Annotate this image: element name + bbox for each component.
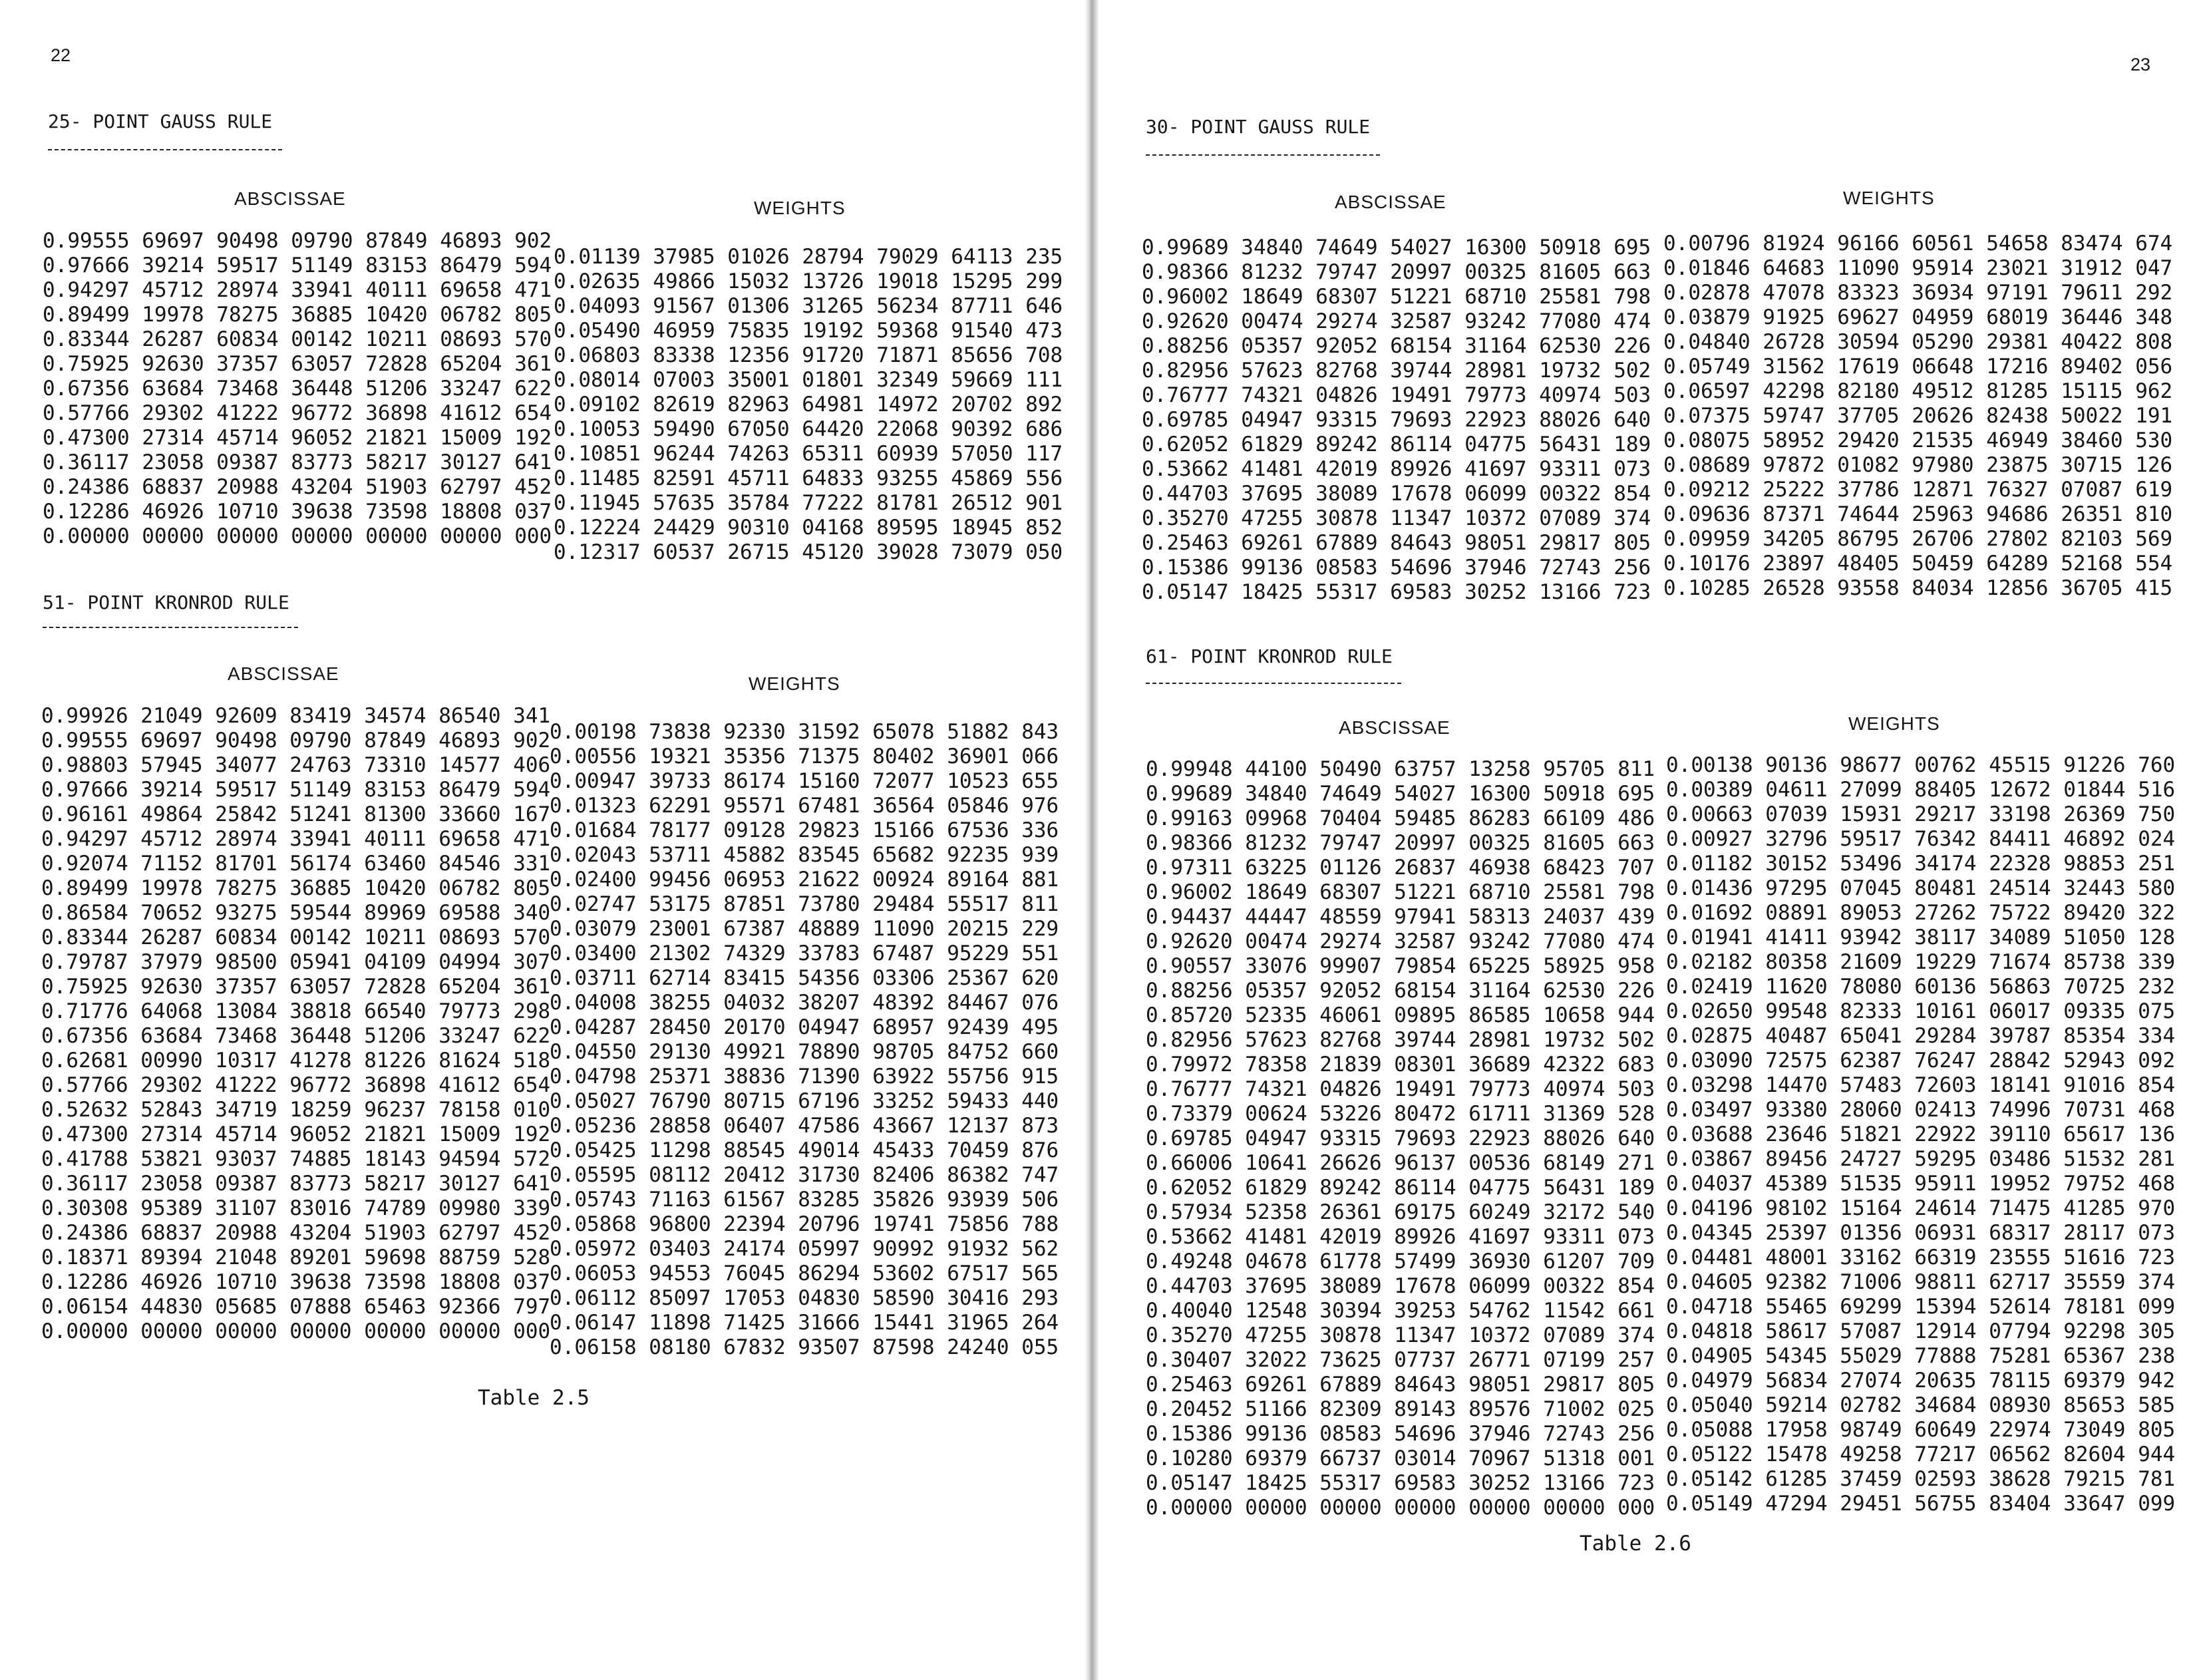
weight-value: 0.03711 62714 83415 54356 03306 25367 620 [550,966,1059,990]
abscissa-value: 0.49248 04678 61778 57499 36930 61207 709 [1146,1250,1655,1273]
abscissa-value: 0.92620 00474 29274 32587 93242 77080 474 [1146,929,1655,953]
weight-value: 0.05088 17958 98749 60649 22974 73049 805 [1666,1418,2176,1442]
weight-value: 0.05868 96800 22394 20796 19741 75856 788 [550,1212,1059,1236]
abscissa-value: 0.86584 70652 93275 59544 89969 69588 340 [41,901,551,925]
abscissa-value: 0.76777 74321 04826 19491 79773 40974 503 [1146,1077,1655,1101]
weight-value: 0.02878 47078 83323 36934 97191 79611 292 [1663,281,2173,305]
weight-value: 0.04979 56834 27074 20635 78115 69379 942 [1666,1369,2176,1393]
weight-value: 0.12317 60537 26715 45120 39028 73079 050 [554,540,1063,564]
abscissa-value: 0.35270 47255 30878 11347 10372 07089 374 [1146,1323,1655,1347]
weight-value: 0.00796 81924 96166 60561 54658 83474 674 [1663,232,2173,255]
weights-column [1663,232,2172,601]
weight-value: 0.02043 53711 45882 83545 65682 92235 939 [550,843,1059,867]
abscissa-value: 0.97311 63225 01126 26837 46938 68423 707 [1146,856,1655,880]
abscissa-value: 0.00000 00000 00000 00000 00000 00000 000 [1146,1496,1655,1520]
weight-value: 0.06597 42298 82180 49512 81285 15115 962 [1663,379,2173,403]
abscissa-value: 0.35270 47255 30878 11347 10372 07089 374 [1142,506,1651,530]
weights-column [554,245,1063,565]
abscissa-value: 0.71776 64068 13084 38818 66540 79773 298 [41,999,551,1023]
abscissa-value: 0.36117 23058 09387 83773 58217 30127 641 [43,450,552,474]
abscissa-value: 0.05147 18425 55317 69583 30252 13166 723 [1142,580,1651,604]
abscissa-value: 0.96161 49864 25842 51241 81300 33660 167 [41,802,551,826]
weight-value: 0.05425 11298 88545 49014 45433 70459 876 [550,1138,1059,1162]
abscissa-value: 0.99689 34840 74649 54027 16300 50918 695 [1142,236,1651,259]
weight-value: 0.04840 26728 30594 05290 29381 40422 808 [1663,330,2173,354]
weight-value: 0.06803 83338 12356 91720 71871 85656 708 [554,343,1063,367]
abscissa-value: 0.92074 71152 81701 56174 63460 84546 331 [41,852,551,876]
abscissae-column [43,229,552,549]
section-title: 51- POINT KRONROD RULE [43,591,289,613]
weight-value: 0.00927 32796 59517 76342 84411 46892 024 [1666,827,2176,851]
weight-value: 0.04196 98102 15164 24614 71475 41285 970 [1666,1196,2176,1220]
abscissa-value: 0.88256 05357 92052 68154 31164 62530 226 [1146,979,1655,1003]
weight-value: 0.09102 82619 82963 64981 14972 20702 892 [554,393,1063,417]
abscissa-value: 0.62052 61829 89242 86114 04775 56431 189 [1146,1176,1655,1200]
abscissa-value: 0.41788 53821 93037 74885 18143 94594 572 [41,1147,551,1171]
abscissa-value: 0.99689 34840 74649 54027 16300 50918 695 [1146,782,1655,806]
abscissa-value: 0.40040 12548 30394 39253 54762 11542 661 [1146,1299,1655,1323]
abscissae-header: ABSCISSAE [228,663,339,684]
abscissa-value: 0.24386 68837 20988 43204 51903 62797 452 [43,475,552,499]
weight-value: 0.02400 99456 06953 21622 00924 89164 881 [550,868,1059,892]
abscissa-value: 0.44703 37695 38089 17678 06099 00322 854 [1142,482,1651,506]
weight-value: 0.00663 07039 15931 29217 33198 26369 750 [1666,802,2176,826]
table-caption: Table 2.6 [1580,1532,1691,1556]
weights-header: WEIGHTS [749,673,840,694]
weight-value: 0.04093 91567 01306 31265 56234 87711 646 [554,294,1063,318]
abscissa-value: 0.69785 04947 93315 79693 22923 88026 640 [1142,408,1651,432]
weight-value: 0.05743 71163 61567 83285 35826 93939 506 [550,1188,1059,1212]
abscissa-value: 0.97666 39214 59517 51149 83153 86479 594 [41,778,551,802]
weight-value: 0.04481 48001 33162 66319 23555 51616 723 [1666,1246,2176,1269]
abscissa-value: 0.15386 99136 08583 54696 37946 72743 256 [1146,1422,1655,1446]
weight-value: 0.01692 08891 89053 27262 75722 89420 322 [1666,901,2176,925]
weight-value: 0.04605 92382 71006 98811 62717 35559 374 [1666,1270,2176,1294]
weight-value: 0.05490 46959 75835 19192 59368 91540 473 [554,319,1063,343]
abscissa-value: 0.15386 99136 08583 54696 37946 72743 256 [1142,556,1651,580]
weight-value: 0.05972 03403 24174 05997 90992 91932 562 [550,1237,1059,1261]
abscissa-value: 0.36117 23058 09387 83773 58217 30127 641 [41,1172,551,1196]
abscissa-value: 0.99948 44100 50490 63757 13258 95705 811 [1146,757,1655,781]
section-title: 30- POINT GAUSS RULE [1146,116,1371,138]
abscissa-value: 0.75925 92630 37357 63057 72828 65204 361 [43,352,552,376]
abscissa-value: 0.06154 44830 05685 07888 65463 92366 797 [41,1295,551,1319]
abscissa-value: 0.57766 29302 41222 96772 36898 41612 654 [43,401,552,425]
left-page [0,0,1085,1680]
title-underline [48,149,282,150]
weight-value: 0.00556 19321 35356 71375 80402 36901 066 [550,745,1059,768]
abscissa-value: 0.25463 69261 67889 84643 98051 29817 805 [1142,531,1651,555]
weight-value: 0.00947 39733 86174 15160 72077 10523 655 [550,769,1059,793]
abscissa-value: 0.73379 00624 53226 80472 61711 31369 528 [1146,1102,1655,1126]
weight-value: 0.03867 89456 24727 59295 03486 51532 281 [1666,1147,2176,1171]
abscissa-value: 0.85720 52335 46061 09895 86585 10658 944 [1146,1003,1655,1027]
weight-value: 0.04008 38255 04032 38207 48392 84467 076 [550,991,1059,1015]
weight-value: 0.05027 76790 80715 67196 33252 59433 440 [550,1089,1059,1113]
weights-header: WEIGHTS [1843,188,1935,208]
abscissa-value: 0.57934 52358 26361 69175 60249 32172 540 [1146,1200,1655,1224]
weight-value: 0.04037 45389 51535 95911 19952 79752 468 [1666,1172,2176,1196]
weight-value: 0.04550 29130 49921 78890 98705 84752 660 [550,1040,1059,1064]
abscissa-value: 0.96002 18649 68307 51221 68710 25581 798 [1142,285,1651,309]
abscissa-value: 0.99926 21049 92609 83419 34574 86540 341 [41,704,551,728]
weight-value: 0.06147 11898 71425 31666 15441 31965 264 [550,1311,1059,1335]
abscissa-value: 0.12286 46926 10710 39638 73598 18808 037 [43,500,552,524]
title-underline [1146,154,1380,156]
abscissa-value: 0.24386 68837 20988 43204 51903 62797 452 [41,1221,551,1245]
weight-value: 0.02182 80358 21609 19229 71674 85738 339 [1666,950,2176,974]
weight-value: 0.01323 62291 95571 67481 36564 05846 976 [550,794,1059,818]
right-page [1091,0,2193,1680]
weight-value: 0.04818 58617 57087 12914 07794 92298 305 [1666,1319,2176,1343]
abscissa-value: 0.76777 74321 04826 19491 79773 40974 503 [1142,383,1651,407]
weight-value: 0.10851 96244 74263 65311 60939 57050 117 [554,442,1063,466]
weight-value: 0.04798 25371 38836 71390 63922 55756 915 [550,1065,1059,1089]
abscissa-value: 0.89499 19978 78275 36885 10420 06782 805 [43,303,552,327]
weight-value: 0.02419 11620 78080 60136 56863 70725 232 [1666,975,2176,999]
weight-value: 0.00198 73838 92330 31592 65078 51882 843 [550,720,1059,744]
abscissa-value: 0.47300 27314 45714 96052 21821 15009 192 [43,426,552,450]
weight-value: 0.05236 28858 06407 47586 43667 12137 873 [550,1114,1059,1138]
abscissa-value: 0.94297 45712 28974 33941 40111 69658 471 [43,278,552,302]
abscissa-value: 0.44703 37695 38089 17678 06099 00322 854 [1146,1274,1655,1298]
weight-value: 0.10285 26528 93558 84034 12856 36705 415 [1663,576,2173,600]
weight-value: 0.07375 59747 37705 20626 82438 50022 191 [1663,404,2173,428]
abscissa-value: 0.83344 26287 60834 00142 10211 08693 570 [43,327,552,351]
abscissae-header: ABSCISSAE [1339,717,1450,738]
abscissa-value: 0.62681 00990 10317 41278 81226 81624 518 [41,1049,551,1073]
weight-value: 0.06053 94553 76045 86294 53602 67517 565 [550,1261,1059,1285]
section-title: 61- POINT KRONROD RULE [1146,645,1393,667]
abscissa-value: 0.00000 00000 00000 00000 00000 00000 000 [41,1319,551,1343]
weight-value: 0.02747 53175 87851 73780 29484 55517 811 [550,892,1059,916]
abscissa-value: 0.67356 63684 73468 36448 51206 33247 622 [43,377,552,401]
weight-value: 0.09636 87371 74644 25963 94686 26351 810 [1663,502,2173,526]
weight-value: 0.04345 25397 01356 06931 68317 28117 073 [1666,1221,2176,1245]
weight-value: 0.04718 55465 69299 15394 52614 78181 099 [1666,1295,2176,1319]
abscissa-value: 0.18371 89394 21048 89201 59698 88759 528 [41,1246,551,1269]
weight-value: 0.03079 23001 67387 48889 11090 20215 229 [550,917,1059,941]
weight-value: 0.02650 99548 82333 10161 06017 09335 075 [1666,999,2176,1023]
abscissa-value: 0.69785 04947 93315 79693 22923 88026 640 [1146,1126,1655,1150]
weight-value: 0.01941 41411 93942 38117 34089 51050 128 [1666,925,2176,949]
table-caption: Table 2.5 [478,1386,590,1410]
abscissa-value: 0.47300 27314 45714 96052 21821 15009 192 [41,1122,551,1146]
weight-value: 0.05595 08112 20412 31730 82406 86382 747 [550,1163,1059,1187]
weight-value: 0.09959 34205 86795 26706 27802 82103 569 [1663,527,2173,551]
page-number: 22 [51,45,71,65]
weight-value: 0.03090 72575 62387 76247 28842 52943 092 [1666,1049,2176,1073]
weight-value: 0.06158 08180 67832 93507 87598 24240 055 [550,1335,1059,1359]
abscissa-value: 0.98366 81232 79747 20997 00325 81605 663 [1142,260,1651,284]
abscissa-value: 0.52632 52843 34719 18259 96237 78158 010 [41,1098,551,1122]
abscissa-value: 0.75925 92630 37357 63057 72828 65204 361 [41,975,551,999]
weight-value: 0.04287 28450 20170 04947 68957 92439 495 [550,1015,1059,1039]
abscissa-value: 0.79787 37979 98500 05941 04109 04994 307 [41,950,551,974]
abscissae-header: ABSCISSAE [234,188,346,209]
abscissae-column [1146,757,1655,1520]
abscissa-value: 0.82956 57623 82768 39744 28981 19732 502 [1142,359,1651,383]
abscissa-value: 0.83344 26287 60834 00142 10211 08693 570 [41,925,551,949]
abscissa-value: 0.90557 33076 99907 79854 65225 58925 958 [1146,954,1655,978]
abscissa-value: 0.98803 57945 34077 24763 73310 14577 406 [41,753,551,777]
abscissa-value: 0.99163 09968 70404 59485 86283 66109 486 [1146,806,1655,830]
weight-value: 0.08075 58952 29420 21535 46949 38460 530 [1663,428,2173,452]
abscissa-value: 0.79972 78358 21839 08301 36689 42322 683 [1146,1053,1655,1077]
abscissa-value: 0.25463 69261 67889 84643 98051 29817 805 [1146,1373,1655,1397]
page-number: 23 [2130,55,2151,75]
weight-value: 0.01846 64683 11090 95914 23021 31912 047 [1663,256,2173,280]
abscissa-value: 0.12286 46926 10710 39638 73598 18808 037 [41,1270,551,1294]
weight-value: 0.02635 49866 15032 13726 19018 15295 299 [554,269,1063,293]
weight-value: 0.01139 37985 01026 28794 79029 64113 235 [554,245,1063,269]
weight-value: 0.05149 47294 29451 56755 83404 33647 099 [1666,1492,2176,1516]
abscissa-value: 0.94297 45712 28974 33941 40111 69658 471 [41,827,551,851]
weight-value: 0.03400 21302 74329 33783 67487 95229 551 [550,941,1059,965]
section-title: 25- POINT GAUSS RULE [48,110,273,132]
title-underline [43,627,298,628]
weight-value: 0.09212 25222 37786 12871 76327 07087 619 [1663,478,2173,502]
abscissa-value: 0.53662 41481 42019 89926 41697 93311 073 [1146,1225,1655,1249]
weight-value: 0.11485 82591 45711 64833 93255 45869 556 [554,466,1063,490]
weight-value: 0.10053 59490 67050 64420 22068 90392 686 [554,417,1063,441]
weight-value: 0.04905 54345 55029 77888 75281 65367 238 [1666,1344,2176,1368]
abscissa-value: 0.20452 51166 82309 89143 89576 71002 025 [1146,1397,1655,1421]
abscissae-column [1142,236,1651,605]
abscissa-value: 0.66006 10641 26626 96137 00536 68149 271 [1146,1151,1655,1175]
weight-value: 0.01436 97295 07045 80481 24514 32443 580 [1666,876,2176,900]
weight-value: 0.05122 15478 49258 77217 06562 82604 944 [1666,1442,2176,1466]
weight-value: 0.05040 59214 02782 34684 08930 85653 585 [1666,1393,2176,1417]
weight-value: 0.03298 14470 57483 72603 18141 91016 854 [1666,1073,2176,1097]
weight-value: 0.10176 23897 48405 50459 64289 52168 554 [1663,552,2173,576]
weight-value: 0.01684 78177 09128 29823 15166 67536 336 [550,818,1059,842]
weight-value: 0.00389 04611 27099 88405 12672 01844 516 [1666,778,2176,802]
abscissa-value: 0.62052 61829 89242 86114 04775 56431 189 [1142,432,1651,456]
weight-value: 0.06112 85097 17053 04830 58590 30416 293 [550,1286,1059,1310]
abscissa-value: 0.30308 95389 31107 83016 74789 09980 339 [41,1196,551,1220]
abscissa-value: 0.53662 41481 42019 89926 41697 93311 073 [1142,457,1651,481]
abscissa-value: 0.98366 81232 79747 20997 00325 81605 663 [1146,831,1655,855]
weight-value: 0.08689 97872 01082 97980 23875 30715 126 [1663,453,2173,477]
abscissa-value: 0.99555 69697 90498 09790 87849 46893 902 [41,729,551,753]
abscissa-value: 0.00000 00000 00000 00000 00000 00000 000 [43,524,552,548]
abscissa-value: 0.99555 69697 90498 09790 87849 46893 902 [43,229,552,253]
weight-value: 0.00138 90136 98677 00762 45515 91226 760 [1666,753,2176,777]
abscissa-value: 0.89499 19978 78275 36885 10420 06782 805 [41,876,551,900]
weight-value: 0.05749 31562 17619 06648 17216 89402 056 [1663,355,2173,379]
abscissa-value: 0.05147 18425 55317 69583 30252 13166 723 [1146,1471,1655,1495]
weights-header: WEIGHTS [754,198,846,218]
abscissa-value: 0.30407 32022 73625 07737 26771 07199 257 [1146,1348,1655,1372]
abscissae-header: ABSCISSAE [1335,192,1446,212]
abscissa-value: 0.88256 05357 92052 68154 31164 62530 226 [1142,334,1651,358]
weight-value: 0.01182 30152 53496 34174 22328 98853 251 [1666,852,2176,876]
weight-value: 0.08014 07003 35001 01801 32349 59669 111 [554,368,1063,392]
weight-value: 0.03497 93380 28060 02413 74996 70731 468 [1666,1098,2176,1122]
abscissa-value: 0.97666 39214 59517 51149 83153 86479 594 [43,253,552,277]
weights-column [1666,753,2175,1516]
abscissa-value: 0.10280 69379 66737 03014 70967 51318 001 [1146,1446,1655,1470]
abscissa-value: 0.67356 63684 73468 36448 51206 33247 622 [41,1024,551,1048]
weights-column [550,720,1059,1360]
weight-value: 0.02875 40487 65041 29284 39787 85354 334 [1666,1024,2176,1048]
weight-value: 0.11945 57635 35784 77222 81781 26512 901 [554,491,1063,515]
abscissa-value: 0.82956 57623 82768 39744 28981 19732 502 [1146,1028,1655,1052]
abscissae-column [41,704,550,1344]
title-underline [1146,683,1401,684]
weight-value: 0.03879 91925 69627 04959 68019 36446 348 [1663,305,2173,329]
weight-value: 0.05142 61285 37459 02593 38628 79215 781 [1666,1467,2176,1491]
weight-value: 0.12224 24429 90310 04168 89595 18945 852 [554,516,1063,540]
weights-header: WEIGHTS [1848,713,1940,734]
weight-value: 0.03688 23646 51821 22922 39110 65617 136 [1666,1122,2176,1146]
abscissa-value: 0.92620 00474 29274 32587 93242 77080 474 [1142,309,1651,333]
abscissa-value: 0.96002 18649 68307 51221 68710 25581 798 [1146,880,1655,904]
abscissa-value: 0.57766 29302 41222 96772 36898 41612 654 [41,1073,551,1097]
abscissa-value: 0.94437 44447 48559 97941 58313 24037 439 [1146,905,1655,929]
